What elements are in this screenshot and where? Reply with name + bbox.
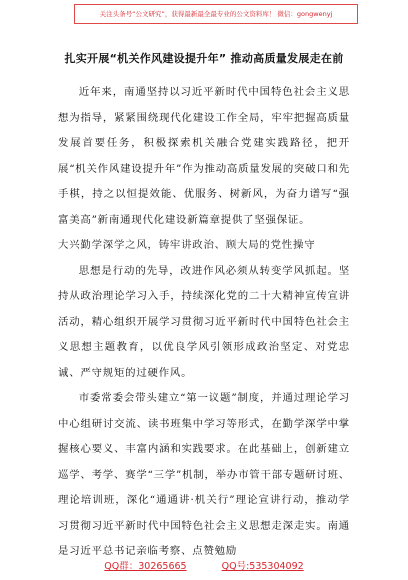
footer bbox=[0, 558, 408, 572]
paragraph: 思想是行动的先导，改进作风必须从转变学风抓起。坚持从政治理论学习入手，持续深化党的二十大精神宣传宣讲活动，精心组织开展学习贯彻习近平新时代中国特色社会主义思想主题教育，以优良学风引领形成政治坚定、对党忠诚、严守规矩的过硬作风。 bbox=[58, 264, 350, 379]
paragraph: 市委常委会带头建立“第一议题”制度，并通过理论学习中心组研讨交流、读书班集中学习等形式，在勤学深学中掌握核心要义、丰富内涵和实践要求。在此基础上，创新建立巡学、考学、赛学“三学”机制，举办市管干部专题研讨班、理论培训班，深化“通通讲·机关行”理论宣讲行动，推动学习贯彻习近平新时代中国特色社会主义思想走深走实。南通是习近平总书记亲临考察、点赞勉励 bbox=[58, 392, 350, 557]
document-body bbox=[58, 80, 350, 565]
header-banner bbox=[74, 4, 358, 24]
qq-group-link[interactable]: QQ群：30265665 bbox=[104, 561, 187, 572]
qq-number-link[interactable]: QQ号:535304092 bbox=[221, 561, 304, 572]
banner-text: 关注头条号“公文研究”，获得最新最全最专业的公文资料库！ 微信：gongwenyj bbox=[99, 10, 333, 18]
document-title: 扎实开展“机关作风建设提升年” 推动高质量发展走在前 bbox=[64, 52, 344, 65]
paragraph: 近年来，南通坚持以习近平新时代中国特色社会主义思想为指导，紧紧围绕现代化建设工作全局，牢牢把握高质量发展首要任务，积极探索机关融合党建实践路径，把开展“机关作风建设提升年”作为推动高质量发展的突破口和先手棋，持之以恒提效能、优服务、树新风，为奋力谱写“强富美高”新南通现代化建设新篇章提供了坚强保证。 bbox=[58, 86, 350, 226]
section-heading: 大兴勤学深学之风，铸牢讲政治、顾大局的党性操守 bbox=[58, 239, 316, 251]
